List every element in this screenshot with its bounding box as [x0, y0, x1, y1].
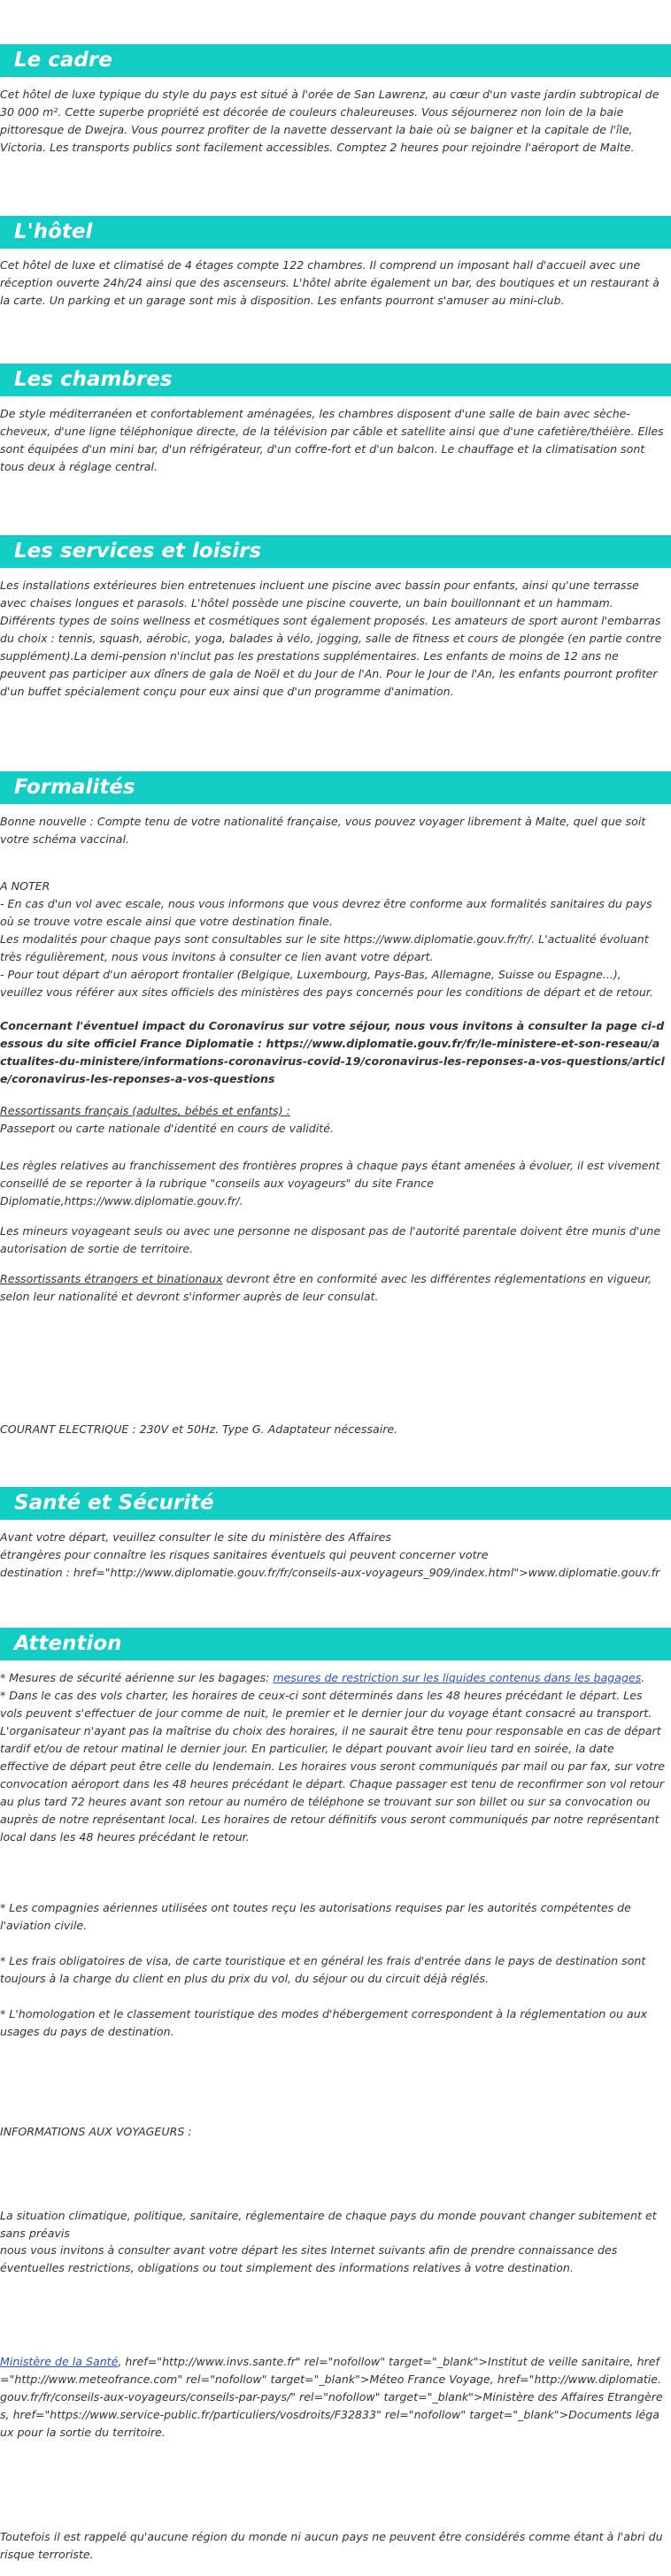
attention-homologation: * L'homologation et le classement touristique des modes d'hébergement correspondent à la réglementation ou aux usages du pays de destination.	[0, 2007, 648, 2038]
attention-dans-cas: * Dans le cas des vols charter, les horaires de ceux-ci sont déterminés dans les 48 heures précédant le départ. Les vols peuvent s'effectuer de jour comme de nuit, le premier et le dernier jour du voyage étant consacré au transport. L'organisateur n'ayant pas la maîtrise du choix des horaires, il ne saurait être tenu pour responsable en cas de départ tardif et/ou de retour matinal le dernier jour. En particulier, le départ pouvant avoir lieu tard en soirée, la date effective de départ peut être celle du lendemain. Les horaires vous seront communiqués par mail ou par fax, sur votre convocation aéroport dans les 48 heures précédant le départ. Chaque passager est tenu de reconfirmer son vol retour au plus tard 72 heures avant son retour au numéro de téléphone se trouvant sur son billet ou sur sa convocation ou auprès de notre représentant local. Les horaires de retour définitifs vous seront communiqués par notre représentant local dans les 48 heures précédant le retour.	[0, 1689, 666, 1844]
attention-situation-1: La situation climatique, politique, sanitaire, réglementaire de chaque pays du monde pouvant changer subitement et sans préavis	[0, 2209, 657, 2240]
formalites-coronavirus: Concernant l'éventuel impact du Coronavirus sur votre séjour, nous vous invitons à consulter la page ci-dessous du site officiel France Diplomatie : https://www.diplomatie.gouv.fr/fr/le-ministere-et-son-reseau/actualites-du-ministere/informations-coronavirus-covid-19/coronavirus-les-reponses-a-vos-questions/article/coronavirus-les-reponses-a-vos-questions	[0, 1019, 665, 1085]
section-services	[0, 535, 671, 698]
attention-compagnies: * Les compagnies aériennes utilisées ont toutes reçu les autorisations requises par les autorités compétentes de l'aviation civile.	[0, 1901, 631, 1932]
formalites-etrangers-text: devront être en conformité avec les différentes réglementations en vigueur, selon leur nationalité et devront s'informer auprès de leur consulat.	[0, 1272, 652, 1303]
section-sante	[0, 1487, 671, 1579]
attention-frais: * Les frais obligatoires de visa, de carte touristique et en général les frais d'entrée dans le pays de destination sont toujours à la charge du client en plus du prix du vol, du séjour ou du circuit déjà réglés.	[0, 1954, 646, 1985]
services-text: Les installations extérieures bien entretenues incluent une piscine avec bassin pour enfants, ainsi qu'une terrasse avec chaises longues et parasols. L'hôtel possède une piscine couverte, un bain bouillonnant et un hammam. Différents types de soins wellness et cosmétiques sont également proposés. Les amateurs de sport auront l'embarras du choix : tennis, squash, aérobic, yoga, balades à vélo, jogging, salle de fitness et cours de plongée (en partie contre supplément).La demi-pension n'inclut pas les prestations supplémentaires. Les enfants de moins de 12 ans ne peuvent pas participer aux dîners de gala de Noël et du Jour de l'An. Pour le Jour de l'An, les enfants pourront profiter d'un buffet spécialement conçu pour eux ainsi que d'un programme d'animation.	[0, 579, 662, 698]
attention-mesures	[0, 1669, 666, 1687]
section-formalites	[0, 771, 671, 1436]
attention-ministere	[0, 2353, 666, 2442]
hotel-text: Cet hôtel de luxe et climatisé de 4 étages compte 122 chambres. Il comprend un imposant hall d'accueil avec une réception ouverte 24h/24 ainsi que des ascenseurs. L'hôtel abrite également un bar, des boutiques et un restaurant à la carte. Un parking et un garage sont mis à disposition. Les enfants pourront s'amuser au mini-club.	[0, 258, 659, 307]
section-title-attention: Attention	[0, 1628, 671, 1660]
section-title-chambres: Les chambres	[0, 364, 671, 396]
formalites-etrangers	[0, 1270, 666, 1306]
section-hotel	[0, 216, 671, 307]
formalites-a-noter-2: Les modalités pour chaque pays sont consultables sur le site https://www.diplomatie.gouv.fr/fr/. L'actualité évoluant très régulièrement, nous vous invitons à consulter ce lien avant votre départ.	[0, 932, 649, 963]
formalites-ressortissants-fr-text: Passeport ou carte nationale d'identité en cours de validité.	[0, 1122, 334, 1135]
attention-toutefois: Toutefois il est rappelé qu'aucune région du monde ni aucun pays ne peuvent être considérés comme étant à l'abri du risque terroriste.	[0, 2530, 663, 2561]
attention-mesures-suffix: .	[641, 1671, 645, 1684]
attention-infos-title: INFORMATIONS AUX VOYAGEURS :	[0, 2125, 192, 2138]
attention-situation-2: nous vous invitons à consulter avant votre départ les sites Internet suivants afin de prendre connaissance des éventuelles restrictions, obligations ou tout simplement des informations relatives à votre destination.	[0, 2243, 618, 2274]
sante-line-1: Avant votre départ, veuillez consulter le site du ministère des Affaires	[0, 1530, 391, 1544]
formalites-etrangers-title: Ressortissants étrangers et binationaux	[0, 1272, 223, 1285]
formalites-a-noter-3: - Pour tout départ d'un aéroport frontalier (Belgique, Luxembourg, Pays-Bas, Allemagne, Suisse ou Espagne...), veuillez vous référer aux sites officiels des ministères des pays concernés pour les conditions de départ et de retour.	[0, 968, 653, 999]
formalites-mineurs: Les mineurs voyageant seuls ou avec une personne ne disposant pas de l'autorité parentale doivent être munis d'une autorisation de sortie de territoire.	[0, 1224, 661, 1255]
formalites-ressortissants-fr-title: Ressortissants français (adultes, bébés et enfants) :	[0, 1104, 290, 1117]
formalites-bonne-nouvelle: Bonne nouvelle : Compte tenu de votre nationalité française, vous pouvez voyager librement à Malte, quel que soit votre schéma vaccinal.	[0, 815, 646, 846]
section-title-formalites: Formalités	[0, 771, 671, 804]
section-cadre	[0, 44, 671, 154]
formalites-a-noter-title: A NOTER	[0, 879, 50, 893]
formalites-a-noter-1: - En cas d'un vol avec escale, nous vous informons que vous devrez être conforme aux formalités sanitaires du pays où se trouve votre escale ainsi que votre destination finale.	[0, 897, 652, 928]
sante-line-3: destination : href="http://www.diplomatie.gouv.fr/fr/conseils-aux-voyageurs_909/index.html">www.diplomatie.gouv.fr	[0, 1566, 660, 1579]
cadre-text: Cet hôtel de luxe typique du style du pays est situé à l'orée de San Lawrenz, au cœur d'un vaste jardin subtropical de 30 000 m². Cette superbe propriété est décorée de couleurs chaleureuses. Vous séjournerez non loin de la baie pittoresque de Dwejra. Vous pourrez profiter de la navette desservant la baie où se baigner et la capitale de l'île, Victoria. Les transports publics sont facilement accessibles. Comptez 2 heures pour rejoindre l'aéroport de Malte.	[0, 88, 659, 154]
formalites-courant: COURANT ELECTRIQUE : 230V et 50Hz. Type G. Adaptateur nécessaire.	[0, 1422, 398, 1436]
attention-ministere-rest: , href="http://www.invs.sante.fr" rel="nofollow" target="_blank">Institut de veille sanitaire, href="http://www.meteofrance.com" rel="nofollow" target="_blank">Méteo France Voyage, href="http://www.diplomatie.gouv.fr/fr/conseils-aux-voyageurs/conseils-par-pays/" rel="nofollow" target="_blank">Ministère des Affaires Etrangères, href="https://www.service-public.fr/particuliers/vosdroits/F32833" rel="nofollow" target="_blank">Documents légaux pour la sortie du territoire.	[0, 2355, 663, 2439]
mesures-restriction-link[interactable]: mesures de restriction sur les liquides contenus dans les bagages	[273, 1671, 642, 1684]
sante-line-2: étrangères pour connaître les risques sanitaires éventuels qui peuvent concerner votre	[0, 1548, 489, 1561]
section-title-cadre: Le cadre	[0, 44, 671, 77]
section-title-services: Les services et loisirs	[0, 535, 671, 568]
section-chambres	[0, 364, 671, 473]
section-title-hotel: L'hôtel	[0, 216, 671, 249]
attention-mesures-prefix: * Mesures de sécurité aérienne sur les bagages:	[0, 1671, 274, 1684]
ministere-sante-link[interactable]: Ministère de la Santé	[0, 2355, 119, 2368]
formalites-regles: Les règles relatives au franchissement des frontières propres à chaque pays étant amenées à évoluer, il est vivement conseillé de se reporter à la rubrique "conseils aux voyageurs" du site France Diplomatie,https://www.diplomatie.gouv.fr/.	[0, 1159, 660, 1208]
section-title-sante: Santé et Sécurité	[0, 1487, 671, 1520]
section-attention	[0, 1628, 671, 2561]
chambres-text: De style méditerranéen et confortablement aménagées, les chambres disposent d'une salle de bain avec sèche-cheveux, d'une ligne téléphonique directe, de la télévision par câble et satellite ainsi que d'une cafetière/théière. Elles sont équipées d'un mini bar, d'un réfrigérateur, d'un coffre-fort et d'un balcon. Le chauffage et la climatisation sont tous deux à réglage central.	[0, 407, 664, 473]
